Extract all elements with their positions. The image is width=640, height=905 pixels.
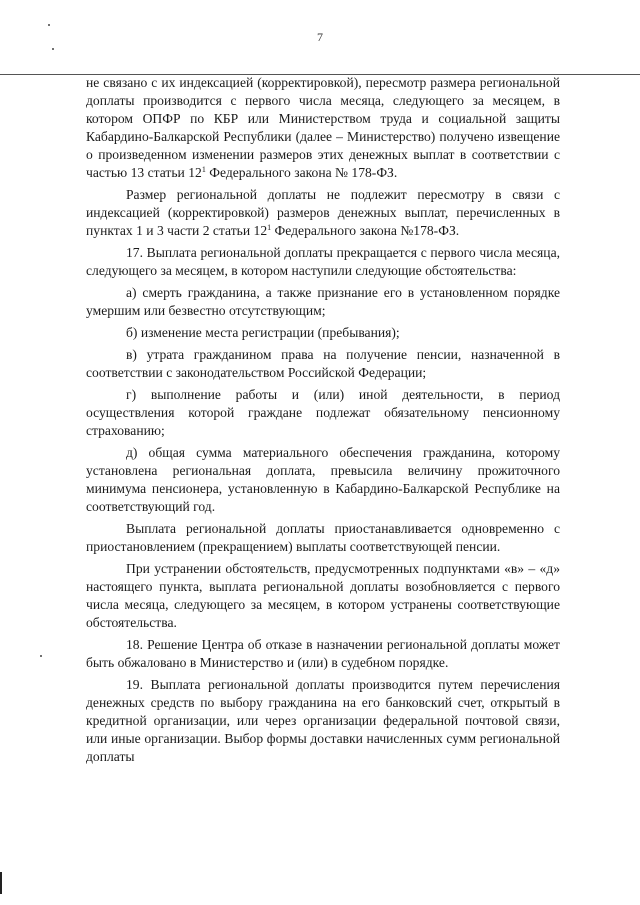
scan-speck — [40, 655, 42, 657]
paragraph-resumption: При устранении обстоятельств, предусмотренных подпунктами «в» – «д» настоящего пункта, выплата региональной доплаты возобновляется с первого числа месяца, следующего за месяцем, в котором устранены соответствующие обстоятельства. — [86, 561, 560, 630]
page-number: 7 — [317, 30, 323, 44]
paragraph-19-payment: 19. Выплата региональной доплаты производится путем перечисления денежных средств по выбору гражданина на его банковский счет, открытый в кредитной организации, или через организации федеральной почтовой связи, или иные организации. Выбор формы доставки начисленных сумм региональной доплаты — [86, 677, 560, 764]
scan-speck — [52, 48, 54, 50]
paragraph-no-revision: Размер региональной доплаты не подлежит пересмотру в связи с индексацией (корректировкой) размеров денежных выплат, перечисленных в пунктах 1 и 3 части 2 статьи $12^1$ Федерального закона №178-ФЗ. — [86, 187, 560, 238]
paragraph-suspension: Выплата региональной доплаты приостанавливается одновременно с приостановлением (прекращением) выплаты соответствующей пенсии. — [86, 521, 560, 554]
item-17c: в) утрата гражданином права на получение пенсии, назначенной в соответствии с законодательством Российской Федерации; — [86, 347, 560, 380]
paragraph-18-appeal: 18. Решение Центра об отказе в назначении региональной доплаты может быть обжаловано в Министерство и (или) в судебном порядке. — [86, 637, 560, 670]
scan-speck — [48, 24, 50, 26]
scan-edge-mark — [0, 872, 2, 894]
item-17d: г) выполнение работы и (или) иной деятельности, в период осуществления которой граждане подлежат обязательному пенсионному страхованию; — [86, 387, 560, 438]
paragraph-revision-date: не связано с их индексацией (корректировкой), пересмотр размера региональной доплаты производится с первого числа месяца, следующего за месяцем, в котором ОПФР по КБР или Министерством труда и социальной защиты Кабардино-Балкарской Республики (далее – Министерство) получено извещение о произведенном изменении размеров этих денежных выплат в соответствии с частью 13 статьи $12^1$ Федерального закона № 178-ФЗ. — [86, 75, 560, 180]
item-17b: б) изменение места регистрации (пребывания); — [126, 325, 400, 340]
paragraph-17-termination: 17. Выплата региональной доплаты прекращается с первого числа месяца, следующего за месяцем, в котором наступили следующие обстоятельства: — [86, 245, 560, 278]
document-body — [86, 74, 560, 766]
item-17a: а) смерть гражданина, а также признание его в установленном порядке умершим или безвестно отсутствующим; — [86, 285, 560, 318]
item-17e: д) общая сумма материального обеспечения гражданина, которому установлена региональная доплата, превысила величину прожиточного минимума пенсионера, установленную в Кабардино-Балкарской Республике на соответствующий год. — [86, 445, 560, 514]
